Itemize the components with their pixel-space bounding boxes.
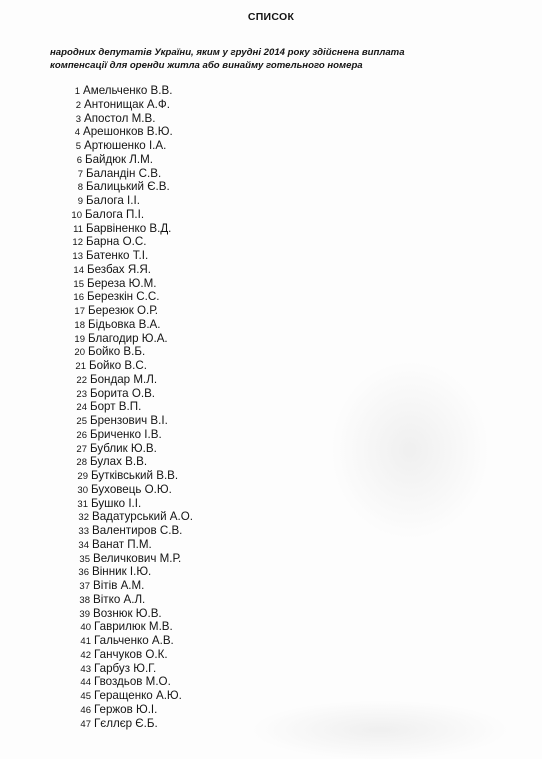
list-item-name: Балога І.І.: [86, 194, 140, 207]
list-item: [73, 703, 157, 717]
list-item: [67, 304, 158, 318]
list-item-name: Вознюк Ю.В.: [93, 606, 162, 620]
list-item-number: 22: [76, 374, 87, 386]
list-item-name: Величкович М.Р.: [93, 551, 182, 565]
list-item-name: Березкін С.С.: [87, 290, 160, 304]
list-item: [69, 455, 147, 469]
list-item-name: Гарбуз Ю.Г.: [94, 661, 157, 675]
list-item: [63, 112, 155, 126]
list-item: [67, 318, 161, 332]
document-subtitle: [50, 46, 430, 72]
list-item: [64, 208, 144, 222]
list-item: [71, 510, 193, 524]
list-item-name: Благодир Ю.А.: [88, 331, 168, 345]
subtitle-line: народних депутатів України, яким у грудні 2014 року здійснена виплата: [50, 47, 405, 58]
list-item: [66, 277, 157, 291]
list-item-name: Булах В.В.: [90, 455, 148, 469]
list-item: [65, 167, 161, 181]
list-item-number: 15: [73, 278, 84, 290]
list-item-number: 27: [76, 443, 87, 455]
list-item: [73, 689, 182, 703]
list-item-number: 24: [76, 402, 87, 414]
list-item-number: 31: [77, 498, 88, 510]
list-item-number: 3: [75, 113, 81, 125]
list-item-name: Безбах Я.Я.: [87, 262, 152, 276]
list-item-name: Бутківський В.В.: [91, 469, 179, 482]
list-item-number: 44: [80, 677, 91, 689]
list-item-number: 28: [76, 457, 87, 469]
scan-smudge: [250, 700, 510, 760]
list-item-number: 21: [75, 361, 86, 372]
list-item-number: 39: [79, 608, 90, 620]
list-item: [71, 565, 151, 579]
list-item: [66, 290, 159, 304]
list-item-number: 37: [79, 581, 90, 592]
list-item-number: 19: [74, 333, 85, 345]
list-item-name: Барвіненко В.Д.: [86, 221, 172, 235]
list-item: [67, 345, 145, 359]
list-item: [71, 538, 152, 552]
list-item-name: Гаврилюк М.В.: [94, 620, 173, 634]
list-item-name: Борт В.П.: [90, 400, 142, 414]
list-item-name: Бідьовка В.А.: [88, 317, 161, 331]
list-item-name: Вадатурський А.О.: [92, 510, 193, 524]
list-item-name: Вінник І.Ю.: [92, 565, 152, 579]
list-item-number: 23: [76, 388, 87, 400]
scan-smudge: [330, 360, 490, 540]
list-item-number: 35: [79, 553, 90, 565]
list-item-number: 10: [71, 209, 82, 221]
list-item-number: 36: [78, 567, 89, 579]
list-item: [70, 469, 178, 483]
list-item-number: 5: [75, 141, 81, 152]
list-item-number: 17: [74, 306, 85, 317]
list-item-name: Березюк О.Р.: [88, 304, 159, 317]
list-item-name: Бойко В.Б.: [88, 345, 146, 359]
list-item-number: 47: [80, 718, 91, 730]
list-item: [73, 675, 171, 689]
list-item: [72, 593, 145, 607]
list-item: [64, 153, 153, 167]
list-item: [66, 263, 151, 277]
list-item-name: Апостол М.В.: [84, 111, 156, 125]
list-item-number: 14: [73, 264, 84, 276]
list-item: [70, 497, 141, 511]
list-item-number: 1: [74, 86, 80, 97]
list-item-number: 6: [76, 154, 82, 166]
list-item: [65, 180, 170, 194]
list-item-number: 9: [77, 196, 83, 207]
list-item-name: Бондар М.Л.: [90, 372, 158, 386]
list-item-name: Брензович В.І.: [90, 414, 168, 427]
list-item: [65, 222, 171, 236]
list-item-name: Валентиров С.В.: [92, 524, 183, 537]
document-title: СПИСОК: [247, 11, 295, 23]
list-item-number: 40: [80, 622, 91, 634]
list-item: [63, 139, 166, 153]
list-item: [70, 483, 172, 497]
list-item-number: 41: [80, 636, 91, 647]
list-item-name: Байдюк Л.М.: [85, 152, 153, 166]
list-item-number: 13: [72, 251, 83, 262]
list-item-number: 33: [78, 526, 89, 537]
list-item-name: Бойко В.С.: [89, 359, 147, 372]
list-item-number: 45: [80, 691, 91, 702]
list-item-name: Артюшенко І.А.: [84, 139, 167, 152]
list-item-number: 11: [73, 223, 83, 235]
list-item-name: Геращенко А.Ю.: [94, 689, 182, 702]
list-item: [62, 125, 173, 139]
list-item-name: Борита О.В.: [90, 386, 156, 400]
list-item: [73, 648, 168, 662]
list-item-name: Балога П.І.: [85, 207, 145, 221]
list-item-name: Гальченко А.В.: [94, 634, 174, 647]
list-item-number: 20: [74, 347, 85, 359]
list-item-number: 18: [74, 319, 85, 331]
list-item-name: Батенко Т.І.: [86, 249, 149, 262]
list-item: [73, 634, 174, 648]
list-item: [73, 662, 156, 676]
list-item: [73, 620, 173, 634]
list-item-name: Бушко І.І.: [91, 496, 142, 510]
list-item-number: 43: [80, 663, 91, 675]
list-item-number: 2: [75, 99, 81, 111]
list-item-name: Гєллєр Є.Б.: [94, 716, 158, 730]
list-item: [67, 332, 168, 346]
list-item-number: 4: [74, 127, 80, 139]
list-item-number: 46: [80, 704, 91, 716]
list-item-number: 7: [77, 168, 83, 180]
list-item-number: 25: [76, 416, 87, 427]
list-item: [72, 607, 162, 621]
list-item: [68, 359, 147, 373]
list-item: [69, 428, 162, 442]
list-item-number: 32: [78, 512, 89, 524]
list-item-number: 8: [77, 182, 83, 194]
list-item: [65, 235, 146, 249]
list-item: [63, 98, 170, 112]
list-item-name: Гвоздьов М.О.: [94, 675, 171, 689]
list-item: [73, 717, 158, 731]
list-item-name: Барна О.С.: [86, 235, 147, 249]
list-item: [72, 579, 144, 593]
list-item-name: Баландін С.В.: [86, 166, 162, 180]
list-item-name: Балицький Є.В.: [86, 180, 170, 194]
list-item: [69, 387, 155, 401]
list-item-name: Бублик Ю.В.: [90, 441, 157, 455]
list-item: [69, 400, 141, 414]
list-item-name: Антонищак А.Ф.: [84, 97, 170, 111]
list-item: [69, 414, 168, 428]
list-item-number: 26: [76, 429, 87, 441]
list-item: [72, 552, 181, 566]
list-item-number: 12: [72, 237, 83, 249]
list-item-number: 30: [77, 484, 88, 496]
list-item-name: Амельченко В.В.: [83, 84, 173, 97]
list-item: [62, 84, 172, 98]
list-item: [71, 524, 182, 538]
list-item-number: 34: [78, 539, 89, 551]
list-item-name: Буховець О.Ю.: [91, 482, 172, 496]
list-item-name: Береза Ю.М.: [87, 276, 157, 290]
list-item: [69, 442, 157, 456]
list-item-number: 16: [73, 292, 84, 304]
list-item-name: Гержов Ю.І.: [94, 702, 158, 716]
list-item-name: Ганчуков О.К.: [94, 647, 168, 661]
list-item-number: 29: [77, 471, 88, 482]
list-item-name: Вітів А.М.: [93, 579, 145, 592]
list-item-number: 38: [79, 594, 90, 606]
list-item-name: Бриченко І.В.: [90, 427, 162, 441]
list-item-name: Вітко А.Л.: [93, 592, 146, 606]
list-item: [65, 194, 140, 208]
list-item-name: Ванат П.М.: [92, 537, 152, 551]
list-item-number: 42: [80, 649, 91, 661]
list-item: [65, 249, 148, 263]
subtitle-line: компенсації для оренди житла або винайму готельного номера: [50, 60, 363, 71]
list-item: [69, 373, 157, 387]
list-item-name: Арешонков В.Ю.: [83, 125, 173, 139]
